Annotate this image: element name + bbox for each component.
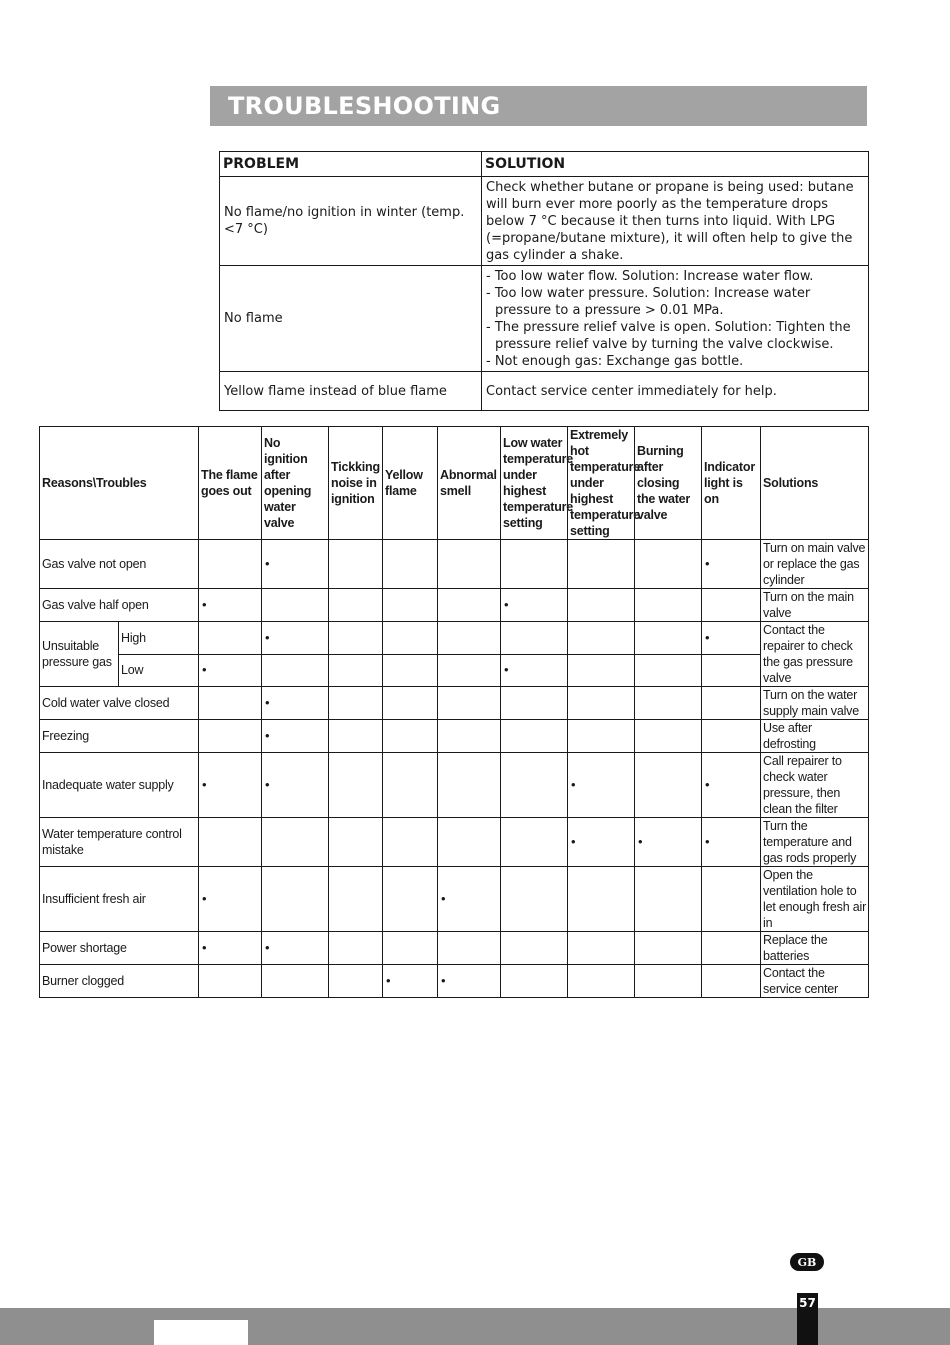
list-item: - Too low water flow. Solution: Increase water flow. (486, 268, 814, 284)
table-row (40, 687, 869, 720)
mark-cell (568, 654, 635, 687)
mark-cell (262, 818, 329, 867)
solution-column-header: SOLUTION (482, 152, 869, 177)
mark-cell (199, 720, 262, 753)
mark-cell (501, 720, 568, 753)
mark-cell (329, 818, 383, 867)
reasons-troubles-table (39, 426, 869, 998)
problem-cell: No flame (220, 266, 482, 372)
header-flame-goes-out: The flame goes out (199, 427, 262, 540)
mark-cell (702, 720, 761, 753)
mark-cell (329, 622, 383, 655)
mark-cell: • (262, 932, 329, 965)
solution-cell: Replace the batteries (761, 932, 869, 965)
mark-cell (383, 818, 438, 867)
mark-cell (262, 867, 329, 932)
mark-cell (199, 818, 262, 867)
table-row (40, 540, 869, 589)
mark-cell (568, 687, 635, 720)
problem-cell: Yellow flame instead of blue flame (220, 372, 482, 411)
reason-cell: Unsuitable pressure gas (40, 622, 119, 687)
mark-cell (568, 867, 635, 932)
mark-cell (635, 687, 702, 720)
mark-cell (383, 540, 438, 589)
mark-cell (568, 540, 635, 589)
mark-cell (501, 753, 568, 818)
header-burning-after-closing: Burning after closing the water valve (635, 427, 702, 540)
mark-cell (438, 687, 501, 720)
mark-cell (383, 753, 438, 818)
solution-cell: Turn on the water supply main valve (761, 687, 869, 720)
mark-cell (329, 753, 383, 818)
header-indicator-light: Indicator light is on (702, 427, 761, 540)
mark-cell (329, 589, 383, 622)
solution-cell: Call repairer to check water pressure, then clean the filter (761, 753, 869, 818)
mark-cell (329, 932, 383, 965)
mark-cell: • (199, 589, 262, 622)
mark-cell (501, 818, 568, 867)
reason-cell: Power shortage (40, 932, 199, 965)
mark-cell (199, 965, 262, 998)
mark-cell: • (199, 753, 262, 818)
table-row (40, 622, 869, 655)
mark-cell: • (383, 965, 438, 998)
mark-cell: • (702, 818, 761, 867)
table-row (40, 753, 869, 818)
list-item: - The pressure relief valve is open. Solution: Tighten the pressure relief valve by turning the valve clockwise. (486, 319, 851, 352)
header-low-water-temperature: Low water temperature under highest temperature setting (501, 427, 568, 540)
mark-cell (635, 654, 702, 687)
mark-cell (438, 753, 501, 818)
mark-cell (383, 654, 438, 687)
mark-cell: • (501, 654, 568, 687)
header-extremely-hot-temperature: Extremely hot temperature under highest temperature setting (568, 427, 635, 540)
mark-cell (383, 589, 438, 622)
header-no-ignition: No ignition after opening water valve (262, 427, 329, 540)
mark-cell (438, 818, 501, 867)
mark-cell: • (568, 818, 635, 867)
mark-cell (635, 965, 702, 998)
solution-cell: Open the ventilation hole to let enough fresh air in (761, 867, 869, 932)
table-row (40, 965, 869, 998)
mark-cell (702, 867, 761, 932)
table-row (40, 589, 869, 622)
reason-cell: Water temperature control mistake (40, 818, 199, 867)
reason-cell: Cold water valve closed (40, 687, 199, 720)
mark-cell (383, 720, 438, 753)
solution-cell: Turn the temperature and gas rods properly (761, 818, 869, 867)
mark-cell (501, 540, 568, 589)
mark-cell (329, 965, 383, 998)
mark-cell (702, 589, 761, 622)
solution-cell: Turn on main valve or replace the gas cylinder (761, 540, 869, 589)
table-row (40, 932, 869, 965)
solution-cell: Contact the repairer to check the gas pressure valve (761, 622, 869, 687)
problem-column-header: PROBLEM (220, 152, 482, 177)
mark-cell (568, 622, 635, 655)
mark-cell (199, 622, 262, 655)
mark-cell (501, 965, 568, 998)
mark-cell (199, 687, 262, 720)
mark-cell: • (568, 753, 635, 818)
table-row (40, 720, 869, 753)
mark-cell (635, 589, 702, 622)
mark-cell (329, 540, 383, 589)
mark-cell (438, 589, 501, 622)
table-row (220, 372, 869, 411)
mark-cell (501, 867, 568, 932)
problem-solution-table (219, 151, 869, 411)
mark-cell: • (702, 753, 761, 818)
mark-cell (438, 720, 501, 753)
problem-cell: No flame/no ignition in winter (temp. <7 °C) (220, 177, 482, 266)
solution-cell: Use after defrosting (761, 720, 869, 753)
header-reasons-troubles: Reasons\Troubles (40, 427, 199, 540)
mark-cell (329, 720, 383, 753)
mark-cell (702, 932, 761, 965)
mark-cell (383, 932, 438, 965)
mark-cell (501, 687, 568, 720)
language-badge: GB (790, 1253, 824, 1271)
mark-cell: • (199, 932, 262, 965)
reason-cell: Gas valve half open (40, 589, 199, 622)
header-solutions: Solutions (761, 427, 869, 540)
mark-cell: • (262, 720, 329, 753)
mark-cell (438, 932, 501, 965)
mark-cell (702, 965, 761, 998)
mark-cell (635, 932, 702, 965)
mark-cell (262, 589, 329, 622)
mark-cell (329, 687, 383, 720)
solution-cell: Contact the service center (761, 965, 869, 998)
mark-cell (501, 932, 568, 965)
mark-cell (702, 687, 761, 720)
header-ticking-noise: Tickking noise in ignition (329, 427, 383, 540)
header-yellow-flame: Yellow flame (383, 427, 438, 540)
mark-cell: • (199, 867, 262, 932)
mark-cell: • (501, 589, 568, 622)
mark-cell (635, 622, 702, 655)
title-banner (210, 86, 867, 126)
list-item: - Not enough gas: Exchange gas bottle. (486, 353, 744, 369)
footer-white-block (154, 1320, 248, 1345)
mark-cell: • (262, 540, 329, 589)
reason-cell: Inadequate water supply (40, 753, 199, 818)
mark-cell: • (438, 867, 501, 932)
mark-cell (568, 589, 635, 622)
mark-cell (438, 540, 501, 589)
mark-cell (635, 753, 702, 818)
mark-cell: • (262, 687, 329, 720)
mark-cell: • (438, 965, 501, 998)
mark-cell (568, 965, 635, 998)
mark-cell (568, 720, 635, 753)
mark-cell (383, 622, 438, 655)
mark-cell (702, 654, 761, 687)
mark-cell (635, 867, 702, 932)
reason-cell: Gas valve not open (40, 540, 199, 589)
page-title: TROUBLESHOOTING (228, 92, 501, 120)
solution-cell (482, 266, 869, 372)
solution-cell: Turn on the main valve (761, 589, 869, 622)
header-abnormal-smell: Abnormal smell (438, 427, 501, 540)
mark-cell (568, 932, 635, 965)
mark-cell: • (262, 622, 329, 655)
list-item: - Too low water pressure. Solution: Increase water pressure to a pressure > 0.01 MPa. (486, 285, 811, 318)
mark-cell (635, 720, 702, 753)
reason-cell: Insufficient fresh air (40, 867, 199, 932)
mark-cell (383, 867, 438, 932)
mark-cell (383, 687, 438, 720)
mark-cell (262, 654, 329, 687)
solution-cell: Contact service center immediately for help. (482, 372, 869, 411)
table-row (220, 266, 869, 372)
table-row (40, 867, 869, 932)
mark-cell (329, 654, 383, 687)
mark-cell (501, 622, 568, 655)
mark-cell (438, 654, 501, 687)
mark-cell (635, 540, 702, 589)
mark-cell (262, 965, 329, 998)
mark-cell: • (262, 753, 329, 818)
mark-cell: • (702, 622, 761, 655)
mark-cell: • (635, 818, 702, 867)
table-row (40, 818, 869, 867)
mark-cell: • (702, 540, 761, 589)
page-number: 57 (797, 1293, 818, 1345)
reason-cell: Freezing (40, 720, 199, 753)
sub-reason-cell: High (119, 622, 199, 655)
mark-cell: • (199, 654, 262, 687)
sub-reason-cell: Low (119, 654, 199, 687)
table-row (220, 177, 869, 266)
solution-cell: Check whether butane or propane is being used: butane will burn ever more poorly as the temperature drops below 7 °C because it then turns into liquid. With LPG (=propane/butane mixture), it will often help to give the gas cylinder a shake. (482, 177, 869, 266)
mark-cell (438, 622, 501, 655)
mark-cell (199, 540, 262, 589)
mark-cell (329, 867, 383, 932)
table-row (40, 654, 869, 687)
reason-cell: Burner clogged (40, 965, 199, 998)
solution-list (486, 268, 864, 370)
